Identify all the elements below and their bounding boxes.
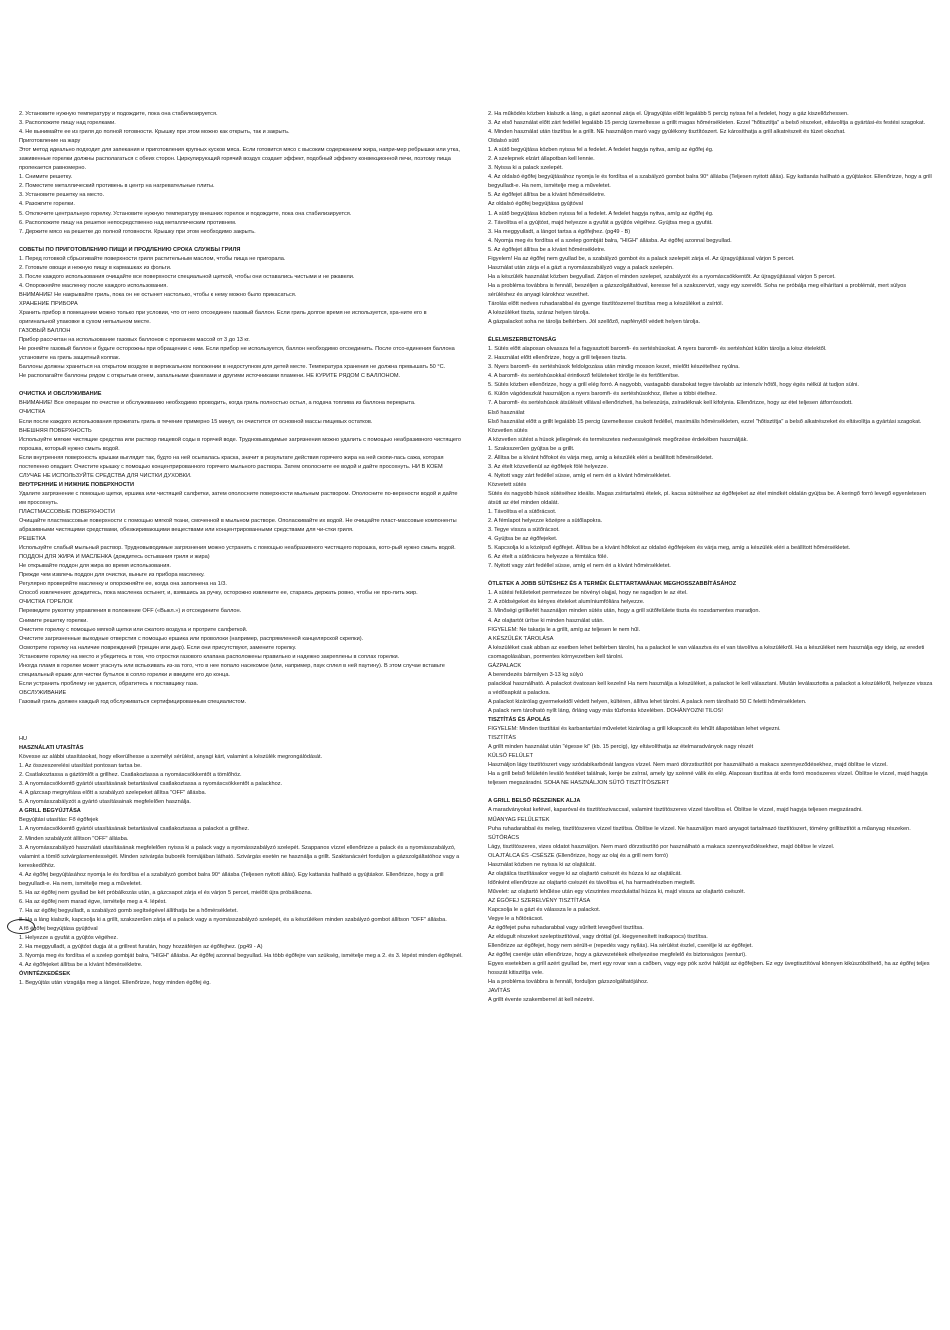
text-line: 2. A fémlapot helyezze középre a sütőlapokra. [488, 518, 603, 525]
text-line: Не открывайте поддон для жира во время использования. [19, 563, 171, 570]
text-line: GÁZPALACK [488, 662, 522, 669]
section-heading: ОЧИСТКА И ОБСЛУЖИВАНИЕ [19, 391, 102, 398]
text-line: A készüléket csak abban az esetben lehet beltérben tárolni, ha a palackot le van választva és el van távolítva a készülékről. Ha a készüléket nem használja egy ideig, az eredeti csomagolásában, pormentes környezetben kell tárolni. [488, 644, 925, 660]
text-line: Ellenőrizze az égőfejet, hogy nem sérült-e (repedés vagy nyílás). Ha sérülést észlel, cserélje ki az égőfejet. [488, 943, 753, 950]
text-line: Begyújtási utasítás: Fő égőfejek [19, 817, 99, 824]
text-line: 1. A sütő begyújtása közben nyissa fel a fedelet. A fedelet hagyja nyitva, amíg az égőfej ég. [488, 210, 714, 217]
text-line: ВНЕШНЯЯ ПОВЕРХНОСТЬ [19, 427, 92, 434]
text-line: 2. Csatlakoztassa a gáztömlőt a grillhez. Csatlakoztassa a nyomáscsökkentőt a tömlőhöz. [19, 772, 242, 779]
text-line: 1. Az összeszerelési utasítást pontosan tartsa be. [19, 763, 142, 770]
text-line: ГАЗОВЫЙ БАЛЛОН [19, 328, 71, 335]
text-line: Első használat előtt a grillt legalább 15 percig üzemeltesse csukott fedéllel, maximális hőmérsékleten, ezzel "hőtisztítja" a belső alkatrészeket és eltávolítja a gyártási szagokat. [488, 418, 922, 425]
text-line: 5. Ha az égőfej nem gyullad be két próbálkozás után, a gázcsapot zárja el és várjon 5 percet, mielőtt újra próbálkozna. [19, 889, 313, 896]
text-line: A palackot kizárólag gyermekektől védett helyen, kültéren, állítva lehet tárolni. A palack nem tárolható 50 C feletti hőmérsékleten. [488, 698, 807, 705]
text-line: 2. Ha meggyulladt, a gyújtóst dugja át a grillrest furatán, hogy hozzáférjen az égőfejhez. (pg49 - A) [19, 944, 263, 951]
text-line: ВНИМАНИЕ! Не накрывайте гриль, пока он не остынет настолько, чтобы к нему можно было прикасаться. [19, 291, 297, 298]
section-heading: A GRILL BELSŐ RÉSZEINEK ALJA [488, 798, 581, 805]
text-line: Tárolás előtt nedves ruhadarabbal és gyenge tisztítószerrel tisztítsa meg a készüléket a zsírtól. [488, 300, 724, 307]
text-line: Переведите рукоятку управления в положение OFF («Выкл.») и отсоедините баллон. [19, 608, 242, 615]
text-line: 4. Nyitott vagy zárt fedéllel süsse, amíg el nem éri a kívánt hőmérsékletet. [488, 472, 671, 479]
text-line: 3. Az ételt közvetlenül az égőfejek fölé helyezze. [488, 463, 609, 470]
text-line: 3. Nyers baromfi- és sertéshúsok feldolgozása után mindig mosson kezet, mielőtt készételhez nyúlna. [488, 364, 740, 371]
section-heading: ВНУТРЕННИЕ И НИЖНИЕ ПОВЕРХНОСТИ [19, 481, 134, 488]
text-line: Használat közben ne nyissa ki az olajtálcát. [488, 861, 596, 868]
right-column [488, 110, 933, 1006]
text-line: 1. A sütő begyújtása közben nyissa fel a fedelet. A fedelet hagyja nyitva, amíg az égőfej ég. [488, 147, 714, 154]
text-line: 2. A zöldségeket és kényes ételeket alumíniumfóliára helyezze. [488, 599, 645, 606]
text-line: ХРАНЕНИЕ ПРИБОРА [19, 300, 78, 307]
text-line: Иногда пламя в горелке может угаснуть или вспыхивать из-за того, что в нее попало насекомое (или, например, паук сплел в ней паутину). В этом случае вставьте специальный ершик для чистки бутылок в сопло горелки и введите его до конца. [19, 662, 445, 678]
text-line: Egyes esetekben a grill azért gyullad be, mert egy rovar van a csőben, vagy egy pók szövi hálóját az égőfejben. Ez egy üvegtisztítóval könnyen kikúszóbölhető, ha az égőfej teljes hosszát kitisztítja vele. [488, 961, 930, 977]
text-line: 3. A nyomásszabályzó használati utasításának megfelelően nyissa ki a palack vagy a nyomásszabályzó szelepét. Szappanos vízzel ellenőrizze a palack és a nyomásszabályzó, valamint a tömlő szivárgásmentességét. Minden szivárgás buborék formájában látható. Szivárgás esetén ne használja a grillt. Szaktanácsért forduljon a gázszolgáltatóhoz vagy a kereskedőhöz. [19, 844, 460, 869]
text-line: palackkal használható. A palackot óvatosan kell kezelni! Ha nem használja a készüléket, a palackot le kell választani. Miután leválasztotta a palackot a készülékről, helyezze vissza a védősapkát a palackra. [488, 680, 933, 696]
text-line: A készüléket tiszta, száraz helyen tárolja. [488, 310, 590, 317]
text-line: A grillt évente szakemberrel át kell nézetni. [488, 997, 595, 1004]
text-line: Az eldugult részeket szeleptisztítóval, vagy dróttal (pl. kiegyenesített iratkapocs) tisztítsa. [488, 934, 708, 941]
text-line: РЕШЕТКА [19, 536, 46, 543]
text-line: 4. Nyomja meg és fordítsa el a szelep gombját balra, "HIGH" állásba. Az égőfej azonnal begyullad. [488, 237, 732, 244]
text-line: MŰANYAG FELÜLETEK [488, 816, 550, 823]
text-line: 4. Gyújtsa be az égőfejeket. [488, 536, 558, 543]
text-line: Kövesse az alábbi utasításokat, hogy elkerülhesse a személyi sérülést, anyagi kárt, valamint a készülék megrongálódását. [19, 754, 323, 761]
text-line: 6. Az ételt a sütőrácsra helyezze a fémtálca fölé. [488, 554, 609, 561]
text-line: 3. Установите решетку на место. [19, 192, 104, 199]
text-line: 2. Távolítsa el a gyújtóst, majd helyezze a gyufát a gyújtós végéhez. Gyújtsa meg a gyufát. [488, 219, 713, 226]
text-line: OLAJTÁLCA ÉS -CSÉSZE (Ellenőrizze, hogy az olaj és a grill nem forró) [488, 852, 668, 859]
section-heading: ÉLELMISZERBIZTONSÁG [488, 337, 557, 344]
text-line: Очистите загрязненные выходные отверстия с помощью ершика или проволоки (например, распрямленной канцелярской скрепки). [19, 635, 364, 642]
text-line: Időnként ellenőrizze az olajtartó csészét és távolítsa el, ha harmadrészben megtellt. [488, 879, 696, 886]
text-line: FIGYELEM: Ne takarja le a grillt, amíg az teljesen le nem hűl. [488, 626, 641, 633]
text-line: 7. A baromfi- és sertéshúsok átsülését villával ellenőrizheti, ha beleszúrja, zsíradéknak kell kifolynia. Ellenőrizze, hogy az étel teljesen átforrósodott. [488, 400, 853, 407]
text-line: ОЧИСТКА ГОРЕЛОК [19, 599, 73, 606]
text-line: Vegye le a hőtörácsot. [488, 916, 544, 923]
text-line: Művelet: az olajtartó lehűlése után egy vízszintes mozdulattal húzza ki, majd vissza az olajtartó csészét. [488, 888, 746, 895]
text-line: 4. Minden használat után tisztítsa le a grillt. NE használjon maró vagy gyúlékony tisztítószert. Ez károsíthatja a grill alkatrészeit és tüzet okozhat. [488, 129, 846, 136]
text-line: 5. Az égőfejet állítsa be a kívánt hőmérsékletre. [488, 192, 606, 199]
text-line: Használjon lágy tisztítószert vagy szódabikarbónát langyos vízzel. Nem maró dörzstisztítót por használható a makacs szennyeződésekhez, majd öblítse le vízzel. [488, 762, 888, 769]
text-line: 1. A sütési felületeket permetezze be növényi olajjal, hogy ne ragadjon le az étel. [488, 590, 688, 597]
text-line: 3. Nyissa ki a palack szelepét. [488, 165, 563, 172]
text-line: 1. Begyújtás után vizsgálja meg a lángot. Ellenőrizze, hogy minden égőfej ég. [19, 980, 211, 987]
text-line: 4. A gázcsap megnyitása előtt a szabályzó szelepeket állítsa "OFF" állásba. [19, 790, 207, 797]
text-line: ПОДДОН ДЛЯ ЖИРА И МАСЛЕНКА (дождитесь остывания гриля и жира) [19, 554, 210, 561]
text-line: Снимите решетку горелки. [19, 617, 88, 624]
text-line: Очищайте пластмассовые поверхности с помощью мягкой ткани, смоченной в мыльном растворе. Ополаскивайте их водой. Не очищайте пласт-массовые компоненты абразивными чистящими средствами, обезжиривающими веществами или концентрированными средствами для чи-стки гриля. [19, 518, 457, 534]
text-line: FIGYELEM: Minden tisztítási és karbantartási műveletet kizárólag a grill kikapcsolt és lehűlt állapotában lehet végezni. [488, 726, 781, 733]
text-line: 8. Ha a láng kialszik, kapcsolja ki a grillt, szakszerűen zárja el a palack vagy a nyomásszabályzó szelepét, és a készüléken minden szabályzó gombot állítson "OFF" állásba. [19, 916, 447, 923]
text-line: ОБСЛУЖИВАНИЕ [19, 689, 67, 696]
text-line: Az oldalsó égőfej begyújtása gyújtóval [488, 201, 583, 208]
text-line: ПЛАСТМАССОВЫЕ ПОВЕРХНОСТИ [19, 508, 115, 515]
section-heading: A GRILL BEGYÚJTÁSA [19, 808, 81, 815]
text-line: Регулярно проверяйте масленку и опорожняйте ее, когда она заполнена на 1/3. [19, 581, 227, 588]
text-line: Oldalsó sütő [488, 138, 520, 145]
text-line: Хранить прибор в помещении можно только при условии, что от него отсоединен газовый баллон. Если гриль долгое время не используется, хра-ните его в оригинальной упаковке в сухом непыльном месте. [19, 309, 427, 326]
text-line: A grillt minden használat után "égesse ki" (kb. 15 percig), így eltávolíthatja az ételmaradványok nagy részét [488, 744, 754, 751]
text-line: Puha ruhadarabbal és meleg, tisztítószeres vízzel tisztítsa. Öblítse le vízzel. Ne használjon maró anyagot tartalmazó tisztítószert, tömény grilltisztítót a műanyag részeken. [488, 825, 911, 832]
text-line: 5. Sütés közben ellenőrizze, hogy a grill elég forró. A nagyobb, vastagabb darabokat tegye távolabb az intenzív hőtől, hogy égés nélkül át tudjon sülni. [488, 382, 859, 389]
text-line: 4. Не вынимайте ее из гриля до полной готовности. Крышку при этом можно как открыть, так и закрыть. [19, 129, 290, 136]
text-line: Не располагайте баллоны рядом с открытым огнем, запальными факелами и другими источниками пламени. НЕ КУРИТЕ РЯДОМ С БАЛЛОНОМ. [19, 373, 401, 380]
text-line: 4. Az oldalsó égőfej begyújtásához nyomja le és fordítsa el a szabályzó gombot balra 90° állásba (Teljesen nyitott állás). Egy kattanás hallható a gyújtáskor. Ellenőrizze, hogy a grill begyulladt-e. Ha nem, ismételje meg a műveletet. [488, 174, 932, 190]
text-line: Közvetett sütés [488, 481, 527, 488]
text-line: Használat után zárja el a gázt a nyomásszabályzó vagy a palack szelepén. [488, 264, 674, 271]
text-line: A közvetlen sütést a húsok jellegének és természetes nedvességének megőrzése érdekében használják. [488, 436, 748, 443]
text-line: Kapcsolja le a gázt és válassza le a palackot. [488, 906, 601, 913]
text-line: 6. Ha az égőfej nem marad égve, ismételje meg a 4. lépést. [19, 898, 167, 905]
text-line: 7. Держите мясо на решетке до полной готовности. Крышку при этом необходимо закрыть. [19, 228, 256, 235]
text-line: 3. Ha meggyulladt, a lángot tartsa a égőfejhez. (pg49 - B) [488, 228, 631, 235]
text-line: Если устранить проблему не удается, обратитесь к поставщику газа. [19, 680, 199, 687]
text-line: 5. A nyomásszabályzót a gyártó utasításainak megfelelően használja. [19, 799, 191, 806]
text-line: 6. Külön vágódeszkát használjon a nyers baromfi- és sertéshúsokhoz, illetve a többi ételhez. [488, 391, 717, 398]
text-line: Используйте слабый мыльный раствор. Трудновыводимые загрязнения можно устранить с помощью неабразивного чистящего порошка, кото-рый нужно смыть водой. [19, 545, 456, 552]
text-line: 3. Az első használat előtt zárt fedéllel legalább 15 percig üzemeltesse a grillt magas hőmérsékleten. Ezzel "hőtisztítja" a belső részeket, eltávolítja a gyártási-és festési szagokat. [488, 120, 926, 127]
text-line: Если после каждого использования прожигать гриль в течение примерно 15 минут, он очистится от основной массы пищевых остатков. [19, 418, 373, 425]
text-line: Очистите горелку с помощью мягкой щетки или сжатого воздуха и протрите салфеткой. [19, 626, 248, 633]
text-line: Газовый гриль должен каждый год обслуживаться сертифицированным специалистом. [19, 698, 247, 705]
text-line: 2. Használat előtt ellenőrizze, hogy a grill teljesen tiszta. [488, 355, 627, 362]
text-line: 4. Опорожняйте масленку после каждого использования. [19, 282, 168, 289]
text-line: 4. Az égőfej begyújtásához nyomja le és fordítsa el a szabályzó gombot balra 90° állásba (Teljesen nyitott állás). Egy kattanás hallható a gyújtáskor. Ellenőrizze, hogy a grill begyulladt-e. Ha nem, ismételje meg a műveletet. [19, 871, 444, 887]
section-heading: ÓVINTÉZKEDÉSEK [19, 971, 71, 978]
text-line: 1. A nyomáscsökkentő gyártói utasításának betartásával csatlakoztassa a palackot a grillhez. [19, 826, 250, 833]
section-heading: СОВЕТЫ ПО ПРИГОТОВЛЕНИЮ ПИЩИ И ПРОДЛЕНИЮ СРОКА СЛУЖБЫ ГРИЛЯ [19, 246, 241, 253]
text-line: 2. Ha működés közben kialszik a láng, a gázt azonnal zárja el. Újragyújtás előtt legalább 5 percig nyissa fel a fedelet, hogy a gáz kiszellőzhessen. [488, 111, 849, 117]
text-line: KÜLSŐ FELÜLET [488, 753, 534, 760]
text-line: 7. Ha az égőfej begyulladt, a szabályzó gomb segítségével állíthatja be a hőmérsékletet. [19, 907, 238, 914]
text-line: Sütés és nagyobb húsok sütéséhez ideális. Magas zsírtartalmú ételek, pl. kacsa sütéséhez az égőfejeket az étel mindkét oldalán gyújtsa be. A keringő forró levegő egyenletesen átsüti az étel minden oldalát. [488, 490, 926, 506]
text-line: Ha a probléma továbbra is fennáll, forduljon gázszolgáltatójához. [488, 979, 649, 986]
text-line: 1. Távolítsa el a sütőrácsot. [488, 509, 557, 516]
section-heading: TISZTÍTÁS ÉS ÁPOLÁS [488, 717, 551, 724]
text-line: A palack nem tárolható nyílt láng, őrláng vagy más tűzforrás közelében. DOHÁNYOZNI TILOS! [488, 708, 723, 714]
text-line: A maradványokat kefével, kaparóval és tisztítószivaccsal, valamint tisztítószeres vízzel távolítsa el. Öblítse le vízzel, majd hagyja teljesen megszáradni. [488, 807, 863, 814]
text-line: 4. Az olajtartót ürítse ki minden használat után. [488, 617, 604, 624]
text-line: 1. Helyezze a gyufát a gyújtós végéhez. [19, 935, 118, 942]
text-line: SÜTŐRÁCS [488, 834, 520, 841]
text-line: 5. Отключите центральную горелку. Установите нужную температуру внешних горелок и подождите, пока она стабилизируется. [19, 210, 352, 217]
text-line: Удалите загрязнение с помощью щетки, ершика или чистящей салфетки, затем ополосните поверхности мыльным раствором. Ополосните по-верхности водой и дайте им просохнуть. [19, 490, 458, 506]
text-line: 4. Az égőfejeket állítsa be a kívánt hőmérsékletre. [19, 962, 143, 969]
text-line: Используйте мягкие чистящие средства или раствор пищевой соды в горячей воде. Трудновыводимые загрязнения можно удалить с помощью неабразивного чистящего порошка, который нужно смыть водой. [19, 436, 462, 452]
text-line: Ha a készülék használat közben begyullad. Zárjon el minden szelepet, szabályzót és a nyomáscsökkentőt. Az újragyújtással várjon 5 percet. [488, 273, 836, 280]
text-line: 4. A baromfi- és sertéshúsokkal érintkező felületeket törölje le és fertőtlenítse. [488, 373, 680, 380]
text-line: Az égőfejet puha ruhadarabbal vagy sűrített levegővel tisztítsa. [488, 925, 644, 932]
text-line: Если внутренняя поверхность крышки выглядит так, будто на ней осыпалась краска, значит в результате действия горячего жира на ней скопи-лась сажа, которая постепенно опадает. Очистите крышку с помощью концентрированного горячего мыльного раствора. Затем ополосните ее водой и дайте просохнуть. НИ В КОЕМ СЛУЧАЕ НЕ ИСПОЛЬЗУЙТЕ СРЕДСТВА ДЛЯ ЧИСТКИ ДУХОВКИ. [19, 454, 444, 479]
text-line: 3. Minőségi grillkefét használjon minden sütés után, hogy a grill sütőfelülete tiszta és rozsdamentes maradjon. [488, 608, 761, 615]
text-line: 1. Перед готовкой сбрызгивайте поверхности гриля растительным маслом, чтобы пища не пригорала. [19, 255, 286, 262]
text-line: 3. Tegye vissza a sütőrácsot. [488, 527, 560, 534]
text-line: 2. A szelepnek elzárt állapotban kell lennie. [488, 156, 595, 163]
text-line: 3. Nyomja meg és fordítsa el a szelep gombját balra, "HIGH" állásba. Az égőfej azonnal begyullad. Ha több égőfejre van szükség, ismételje meg a 2. és 3. lépést minden égőfejnél. [19, 953, 463, 960]
text-line: JAVÍTÁS [488, 988, 511, 995]
text-line: A KÉSZÜLÉK TÁROLÁSA [488, 635, 554, 642]
text-line: Lágy, tisztítószeres, vizes oldatot használjon. Nem maró dörzstisztító por használható a makacs szennyeződésekhez, majd öblítse le vízzel. [488, 843, 835, 850]
text-line: A gázpalackot soha ne tárolja beltérben. Jól szellőző, napfénytől védett helyen tárolja. [488, 319, 701, 326]
text-line: HU [19, 736, 28, 742]
text-line: 2. Готовьте овощи и нежную пищу в кармашках из фольги. [19, 264, 172, 271]
text-line: 1. Szaksszerűen gyújtsa be a grillt. [488, 445, 575, 452]
text-line: 7. Nyitott vagy zárt fedéllel süsse, amíg el nem éri a kívánt hőmérsékletet. [488, 563, 671, 570]
text-line: 4. Разожгите горелки. [19, 201, 75, 208]
text-line: 2. Установите нужную температуру и подождите, пока она стабилизируется. [19, 111, 218, 117]
text-line: 3. После каждого использования очищайте все поверхности специальной щеткой, чтобы они оставались чистыми и не ржавели. [19, 273, 355, 280]
text-line: Приготовление на жару [19, 138, 81, 145]
text-line: 3. A nyomáscsökkentő gyártói utasításának betartásával csatlakoztassa a nyomáscsökkentőt a palackhoz. [19, 781, 283, 788]
section-heading: ÖTLETEK A JOBB SÜTÉSHEZ ÉS A TERMÉK ÉLETTARTAMÁNAK MEGHOSSZABBÍTÁSÁHOZ [488, 581, 737, 588]
text-line: Ha a probléma továbbra is fennáll, beszéljen a gázszolgáltatóval, keresse fel a szakszervizt, vagy egy szerelőt. Soha ne próbálja meg elhárítani a problémát, mert súlyos sérüléshez és anyagi károkhoz vezethet. [488, 282, 907, 298]
text-line: Első használat [488, 409, 525, 416]
text-line: Способ извлечения: дождитесь, пока масленка остынет, и, взявшись за ручку, осторожно извлеките ее, стараясь держать ровно, чтобы не про-лить жир. [19, 590, 418, 597]
text-line: A berendezés bármilyen 3-13 kg súlyú [488, 671, 583, 678]
text-line: 5. Kapcsolja ki a középső égőfejet. Állítsa be a kívánt hőfokot az oldalsó égőfejeken és várja meg, amíg a készülék eléri a beállított hőmérsékletet. [488, 545, 851, 552]
text-line: Баллоны должны храниться на открытом воздухе в вертикальном положении в недоступном для детей месте. Температура хранения не должна превышать 50 °C. [19, 364, 446, 371]
text-line: TISZTÍTÁS [488, 735, 516, 742]
text-line: Az égőfej cseréje után ellenőrizze, hogy a gázvezetékek elhelyezése megfelelő és biztonságos (venturi). [488, 952, 747, 959]
circle-mark [7, 919, 35, 934]
left-column [19, 110, 463, 988]
text-line: Прежде чем извлечь поддон для очистки, выньте из прибора масленку. [19, 572, 205, 579]
text-line: 2. Поместите металлический противень в центр на нагревательные плиты. [19, 183, 215, 190]
text-line: 1. Снимите решетку. [19, 174, 73, 181]
text-line: 1. Sütés előtt alaposan olvassza fel a fagyasztott baromfi- és sertéshúsokat. A nyers baromfi- és sertéshúst külön tárolja a kész ételektől. [488, 346, 827, 353]
text-line: Ha a grill belső felületén leváló festéket találnak, kenje be zsírral, amely így szénné válik és elég. Alaposan tisztítsa át erős forró mosószeres vízzel. Öblítse le vízzel, majd hagyja teljesen megszáradni. SOHA NE HASZNÁLJON SÜTŐ TISZTÍTÓSZERT [488, 771, 928, 787]
text-line: Figyelem! Ha az égőfej nem gyullad be, a szabályzó gombot és a palack szelepét zárja el. Az újragyújtással várjon 5 percet. [488, 255, 795, 262]
text-line: Не роняйте газовый баллон и будьте осторожны при обращении с ним. Если прибор не используется, баллон необходимо отсоединить. После отсо-единения баллона установите на гриль защитный колпак. [19, 346, 455, 362]
text-line: 5. Az égőfejet állítsa be a kívánt hőmérsékletre. [488, 246, 606, 253]
text-line: Az olajtálca tisztításakor vegye ki az olajtartó csészét és húzza ki az olajtálcát. [488, 870, 682, 877]
text-line: Этот метод идеально подходит для запекания и приготовления крупных кусков мяса. Если готовится мясо с высоким содержанием жира, напри-мер ребрышки или утка, заживенные горелки должны располагаться с обеих сторон. Циркулирующий горячий воздух создает эффект, подобный эффекту конвекционной печи, поэтому пища пропекается равномерно. [19, 147, 460, 172]
text-line: ВНИМАНИЕ! Все операции по очистке и обслуживанию необходимо проводить, когда гриль полностью остыл, а подача топлива из баллона перекрыта. [19, 400, 416, 407]
text-line: A fő égőfej begyújtása gyújtóval [19, 925, 98, 932]
text-line: AZ ÉGŐFEJ SZERELVÉNY TISZTÍTÁSA [488, 897, 591, 904]
text-line: Установите горелку на место и убедитесь в том, что отростки газового клапана расположены правильно и надежно закреплены в соплах горелки. [19, 653, 400, 660]
text-line: 3. Расположите пищу над горелками. [19, 120, 116, 127]
text-line: 2. Állítsa be a kívánt hőfokot és várja meg, amíg a készülék eléri a beállított hőmérsékletet. [488, 454, 714, 461]
text-line: 2. Minden szabályzót állítson "OFF" állásba. [19, 835, 129, 842]
text-line: Közvetlen sütés [488, 427, 528, 434]
text-line: 6. Расположите пищу на решетке непосредственно над металлическим противнем. [19, 219, 237, 226]
text-line: Осмотрите горелку на наличие повреждений (трещин или дыр). Если они присутствуют, замените горелку. [19, 644, 297, 651]
text-line: ОЧИСТКА [19, 409, 46, 416]
section-heading: HASZNÁLATI UTASÍTÁS [19, 745, 84, 752]
text-line: Прибор рассчитан на использование газовых баллонов с пропаном массой от 3 до 13 кг. [19, 337, 250, 344]
